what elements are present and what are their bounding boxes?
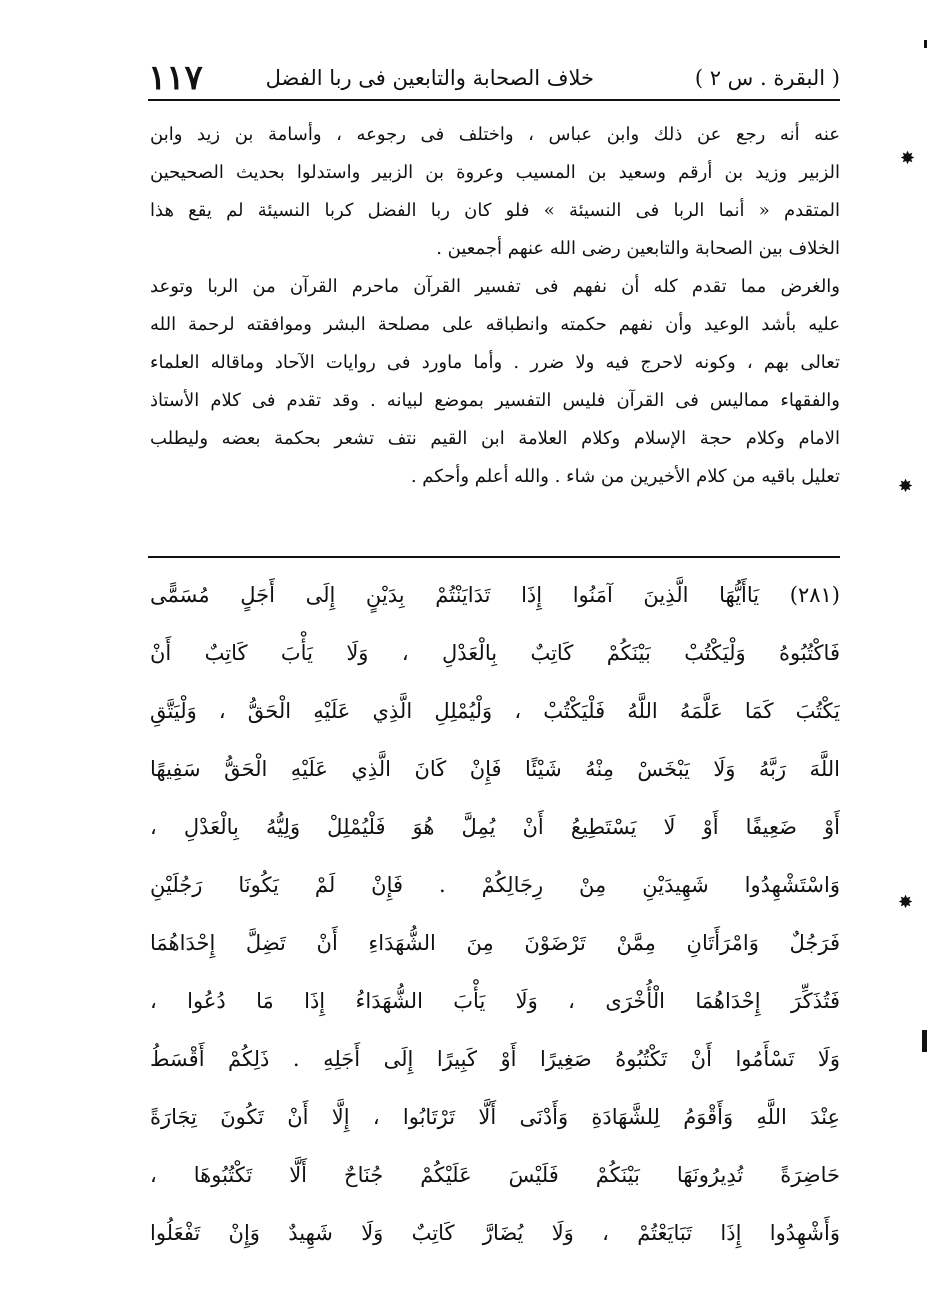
page-header	[148, 58, 840, 98]
verse-line: فَتُذَكِّرَ إِحْدَاهُمَا الْأُخْرَى ، وَلَا يَأْبَ الشُّهَدَاءُ إِذَا مَا دُعُوا ،	[150, 989, 840, 1013]
page-number: ١١٧	[148, 58, 203, 98]
section-divider	[148, 556, 840, 558]
verse-line: (٢٨١) يَاأَيُّهَا الَّذِينَ آمَنُوا إِذَا تَدَايَنْتُمْ بِدَيْنٍ إِلَى أَجَلٍ مُسَمًّى	[150, 583, 840, 607]
commentary-line: عنه أنه رجع عن ذلك وابن عباس ، واختلف فى رجوعه ، وأسامة بن زيد وابن	[150, 124, 840, 145]
commentary-line: والغرض مما تقدم كله أن نفهم فى تفسير القرآن ماحرم القرآن من الربا وتوعد	[150, 276, 840, 297]
commentary-line: الخلاف بين الصحابة والتابعين رضى الله عنهم أجمعين .	[436, 238, 840, 259]
commentary-line: المتقدم « أنما الربا فى النسيئة » فلو كان ربا الفضل كربا النسيئة لم يقع هذا	[150, 200, 840, 221]
scan-artifact-icon: ✸	[898, 892, 914, 913]
commentary-line: الامام وكلام حجة الإسلام وكلام العلامة ابن القيم نتف تشعر بحكمة بعضه وليطلب	[150, 428, 840, 449]
header-title: خلاف الصحابة والتابعين فى ربا الفضل	[265, 66, 595, 90]
scan-artifact-icon: ✸	[900, 148, 916, 169]
verse-line: يَكْتُبَ كَمَا عَلَّمَهُ اللَّهُ فَلْيَكْتُبْ ، وَلْيُمْلِلِ الَّذِي عَلَيْهِ الْحَقُّ ، وَلْيَتَّقِ	[150, 699, 840, 723]
verse-line: وَاسْتَشْهِدُوا شَهِيدَيْنِ مِنْ رِجَالِكُمْ . فَإِنْ لَمْ يَكُونَا رَجُلَيْنِ	[150, 873, 840, 897]
verse-line: فَاكْتُبُوهُ وَلْيَكْتُبْ بَيْنَكُمْ كَاتِبٌ بِالْعَدْلِ ، وَلَا يَأْبَ كَاتِبٌ أَنْ	[150, 641, 840, 665]
verse-line: عِنْدَ اللَّهِ وَأَقْوَمُ لِلشَّهَادَةِ وَأَدْنَى أَلَّا تَرْتَابُوا ، إِلَّا أَنْ تَكُونَ تِجَارَةً	[150, 1105, 840, 1129]
verse-line: اللَّهَ رَبَّهُ وَلَا يَبْخَسْ مِنْهُ شَيْئًا فَإِنْ كَانَ الَّذِي عَلَيْهِ الْحَقُّ سَفِيهًا	[150, 757, 840, 781]
commentary-line: الزبير وزيد بن أرقم وسعيد بن المسيب وعروة بن الزبير واستدلوا بحديث الصحيحين	[150, 162, 840, 183]
header-surah-reference: ( البقرة . س ٢ )	[694, 66, 840, 90]
header-rule	[148, 99, 840, 101]
commentary-line: والفقهاء مماليس فى القرآن فليس التفسير بموضع لبيانه . وقد تقدم فى كلام الأستاذ	[150, 390, 840, 411]
commentary-text	[150, 116, 840, 496]
scan-artifact-icon: ✸	[898, 476, 914, 497]
verse-line: وَأَشْهِدُوا إِذَا تَبَايَعْتُمْ ، وَلَا يُضَارَّ كَاتِبٌ وَلَا شَهِيدٌ وَإِنْ تَفْعَلُوا	[150, 1221, 840, 1245]
scan-artifact-mark	[922, 1030, 927, 1052]
verse-line: فَرَجُلٌ وَامْرَأَتَانِ مِمَّنْ تَرْضَوْنَ مِنَ الشُّهَدَاءِ أَنْ تَضِلَّ إِحْدَاهُمَا	[150, 931, 840, 955]
commentary-line: تعالى بهم ، وكونه لاحرج فيه ولا ضرر . وأما ماورد فى روايات الآحاد وماقاله العلماء	[150, 352, 840, 373]
scan-artifact-mark	[924, 40, 927, 48]
verse-line: حَاضِرَةً تُدِيرُونَهَا بَيْنَكُمْ فَلَيْسَ عَلَيْكُمْ جُنَاحٌ أَلَّا تَكْتُبُوهَا ،	[150, 1163, 840, 1187]
verse-line: أَوْ ضَعِيفًا أَوْ لَا يَسْتَطِيعُ أَنْ يُمِلَّ هُوَ فَلْيُمْلِلْ وَلِيُّهُ بِالْعَدْلِ ،	[150, 815, 840, 839]
commentary-line: عليه بأشد الوعيد وأن نفهم حكمته وانطباقه على مصلحة البشر وموافقته لرحمة الله	[150, 314, 840, 335]
commentary-line: تعليل باقيه من كلام الأخيرين من شاء . والله أعلم وأحكم .	[410, 466, 840, 487]
verse-line: وَلَا تَسْأَمُوا أَنْ تَكْتُبُوهُ صَغِيرًا أَوْ كَبِيرًا إِلَى أَجَلِهِ . ذَلِكُمْ أَقْسَطُ	[150, 1047, 840, 1071]
quran-verse-text	[150, 566, 840, 1262]
